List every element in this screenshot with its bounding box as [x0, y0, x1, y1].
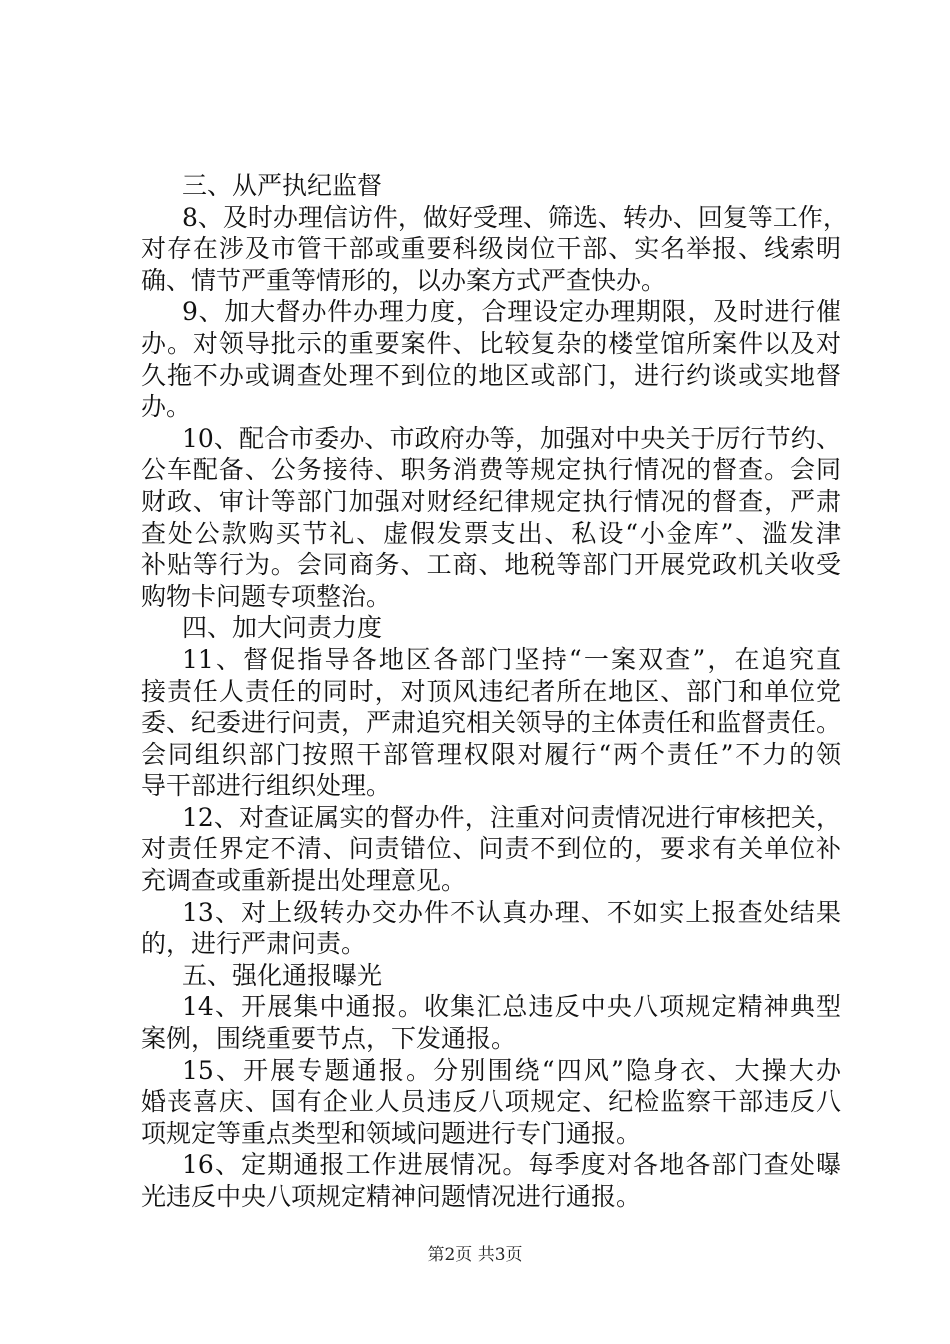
paragraph-line: 久拖不办或调查处理不到位的地区或部门，进行约谈或实地督: [141, 360, 841, 390]
paragraph-line: 公车配备、公务接待、职务消费等规定执行情况的督查。会同: [141, 455, 841, 485]
paragraph-line: 对责任界定不清、问责错位、问责不到位的，要求有关单位补: [141, 834, 841, 864]
paragraph-line: 光违反中央八项规定精神问题情况进行通报。: [141, 1182, 642, 1211]
paragraph-line: 充调查或重新提出处理意见。: [141, 866, 467, 896]
paragraph-line: 的，进行严肃问责。: [141, 929, 367, 959]
paragraph-line: 案例，围绕重要节点，下发通报。: [141, 1024, 517, 1054]
paragraph-line: 14、开展集中通报。收集汇总违反中央八项规定精神典型: [182, 992, 841, 1022]
paragraph-line: 12、对查证属实的督办件，注重对问责情况进行审核把关，: [182, 802, 841, 832]
paragraph-line: 9、加大督办件办理力度，合理设定办理期限，及时进行催: [182, 297, 841, 327]
paragraph-line: 婚丧喜庆、国有企业人员违反八项规定、纪检监察干部违反八: [141, 1087, 841, 1117]
paragraph-line: 委、纪委进行问责，严肃追究相关领导的主体责任和监督责任。: [141, 708, 842, 738]
paragraph-line: 办。: [141, 392, 192, 422]
section-heading: 五、强化通报曝光: [182, 960, 383, 990]
paragraph-line: 16、定期通报工作进展情况。每季度对各地各部门查处曝: [182, 1150, 841, 1180]
paragraph-line: 项规定等重点类型和领域问题进行专门通报。: [141, 1118, 642, 1148]
document-body: [141, 170, 848, 1213]
paragraph-line: 8、及时办理信访件，做好受理、筛选、转办、回复等工作，: [182, 202, 848, 232]
paragraph-line: 购物卡问题专项整治。: [141, 581, 392, 611]
section-heading: 三、从严执纪监督: [182, 171, 383, 200]
paragraph-line: 查处公款购买节礼、虚假发票支出、私设“小金库”、滥发津: [141, 518, 841, 548]
paragraph-line: 10、配合市委办、市政府办等，加强对中央关于厉行节约、: [182, 423, 841, 453]
paragraph-line: 15、开展专题通报。分别围绕“四风”隐身衣、大操大办: [182, 1055, 841, 1085]
paragraph-line: 财政、审计等部门加强对财经纪律规定执行情况的督查，严肃: [141, 486, 841, 516]
paragraph-line: 补贴等行为。会同商务、工商、地税等部门开展党政机关收受: [141, 550, 841, 580]
paragraph-line: 接责任人责任的同时，对顶风违纪者所在地区、部门和单位党: [141, 676, 841, 706]
section-heading: 四、加大问责力度: [182, 613, 383, 643]
paragraph-line: 11、督促指导各地区各部门坚持“一案双查”，在追究直: [182, 644, 841, 674]
paragraph-line: 导干部进行组织处理。: [141, 771, 392, 801]
paragraph-line: 13、对上级转办交办件不认真办理、不如实上报查处结果: [182, 897, 841, 927]
page-footer: 第2页 共3页: [427, 1245, 523, 1265]
paragraph-line: 会同组织部门按照干部管理权限对履行“两个责任”不力的领: [141, 739, 841, 769]
paragraph-line: 对存在涉及市管干部或重要科级岗位干部、实名举报、线索明: [141, 234, 841, 264]
paragraph-line: 办。对领导批示的重要案件、比较复杂的楼堂馆所案件以及对: [141, 328, 841, 358]
paragraph-line: 确、情节严重等情形的，以办案方式严查快办。: [141, 265, 667, 295]
